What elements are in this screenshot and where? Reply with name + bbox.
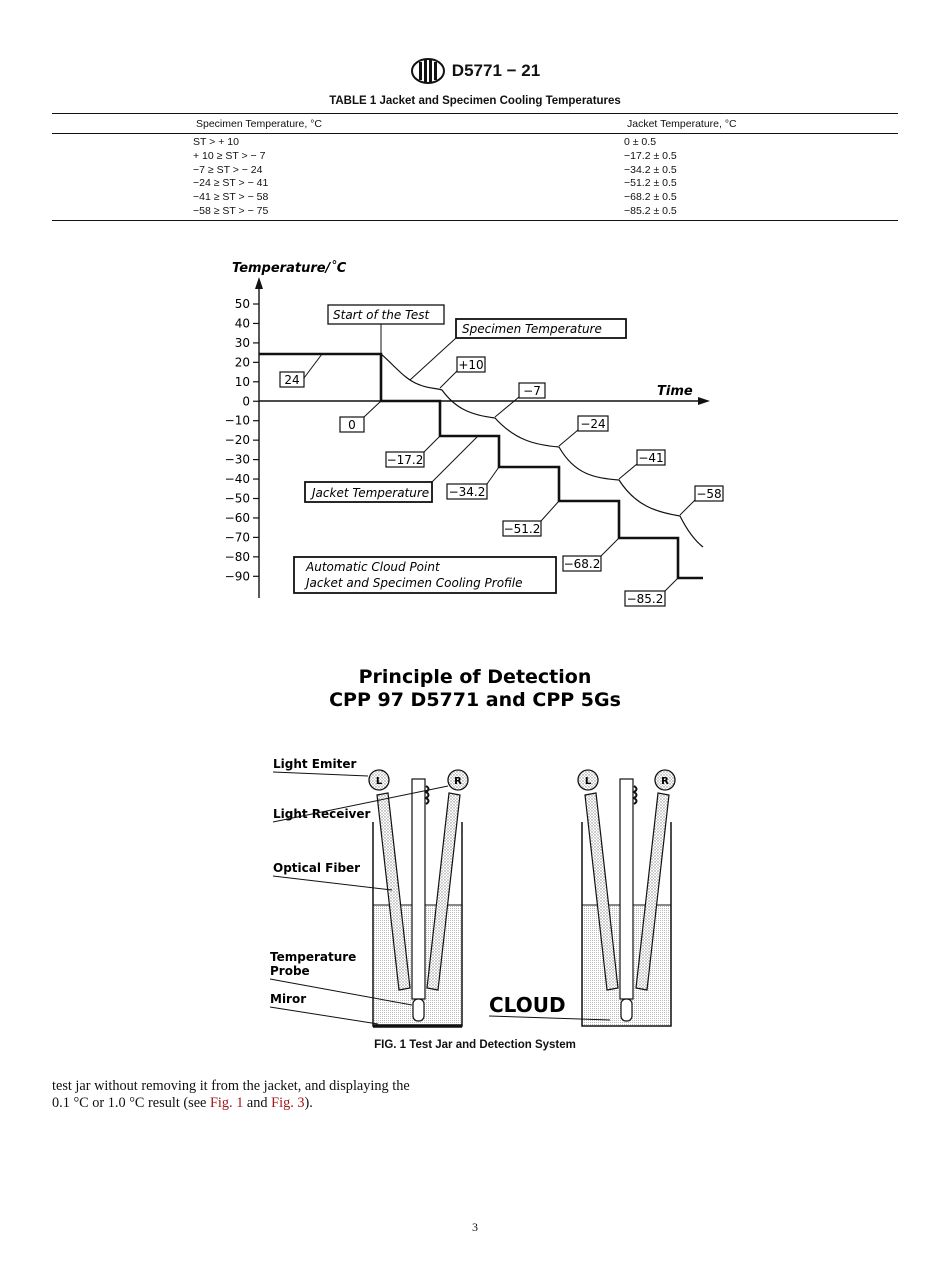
test-jar-right	[578, 770, 675, 1026]
point-label-text: −68.2	[563, 557, 601, 571]
test-jar-left	[369, 770, 468, 1026]
optical-fiber-label: Optical Fiber	[273, 861, 361, 875]
point-label-box	[680, 486, 723, 515]
point-label-box	[503, 501, 559, 536]
light-receiver-label: Light Receiver	[273, 807, 371, 821]
x-axis-arrow-icon	[698, 397, 710, 405]
table-header-specimen: Specimen Temperature, °C	[196, 118, 322, 130]
table-title: TABLE 1 Jacket and Specimen Cooling Temperatures	[329, 95, 621, 107]
detection-diagram	[0, 650, 950, 1035]
start-of-test-label: Start of the Test	[333, 308, 430, 322]
jacket-temperature-line	[259, 354, 703, 578]
point-label-leader	[304, 354, 322, 378]
detection-title-line2: CPP 97 D5771 and CPP 5Gs	[329, 689, 621, 711]
point-label-box	[447, 467, 499, 499]
y-tick-label: 10	[234, 374, 250, 389]
paragraph-line-2: 0.1 °C or 1.0 °C result (see Fig. 1 and Fig. 3).	[52, 1095, 313, 1111]
table-cell-specimen: −41 ≥ ST > − 58	[193, 191, 269, 204]
table-cell-specimen: −7 ≥ ST > − 24	[193, 163, 263, 176]
point-label-box	[559, 416, 608, 446]
point-label-text: −34.2	[448, 485, 486, 499]
point-label-leader	[680, 500, 695, 515]
probe-coil-left	[426, 786, 429, 804]
document-designation: D5771 − 21	[451, 61, 541, 80]
figure-caption: FIG. 1 Test Jar and Detection System	[374, 1039, 576, 1051]
point-label-text: −51.2	[503, 522, 541, 536]
y-axis-arrow-icon	[255, 277, 263, 289]
table-cell-jacket: −51.2 ± 0.5	[624, 177, 677, 190]
temperature-probe-left	[412, 779, 425, 999]
y-tick-label: −60	[224, 510, 250, 525]
y-axis-ticks	[225, 297, 259, 583]
point-label-leader	[424, 436, 440, 452]
y-tick-label: 0	[242, 394, 250, 409]
table-header-jacket: Jacket Temperature, °C	[627, 118, 737, 130]
y-tick-label: −10	[224, 413, 250, 428]
y-tick-label: −50	[224, 491, 250, 506]
point-label-text: −41	[638, 451, 664, 465]
table-row	[193, 136, 268, 219]
fig3-link[interactable]: Fig. 3	[271, 1095, 305, 1111]
x-axis-label: Time	[657, 384, 693, 399]
y-tick-label: −20	[224, 433, 250, 448]
point-label-leader	[665, 578, 678, 591]
y-tick-label: 20	[234, 355, 250, 370]
y-tick-label: 50	[234, 297, 250, 311]
mirror-label: Miror	[270, 992, 307, 1006]
table-cell-jacket: 0 ± 0.5	[624, 136, 657, 148]
y-axis-label: Temperature/˚C	[232, 261, 347, 276]
table-cell-specimen: + 10 ≥ ST > − 7	[193, 149, 266, 162]
table-cell-specimen: −58 ≥ ST > − 75	[193, 204, 269, 217]
point-label-leader	[559, 430, 578, 446]
y-tick-label: −70	[224, 530, 250, 545]
jacket-leader	[432, 436, 478, 482]
emitter-L-left: L	[375, 776, 383, 787]
y-tick-label: −40	[224, 472, 250, 487]
point-label-box	[625, 578, 678, 606]
point-label-box	[386, 436, 440, 467]
point-label-box	[340, 401, 381, 432]
receiver-R-right: R	[661, 776, 669, 787]
profile-label-line2: Jacket and Specimen Cooling Profile	[306, 576, 523, 590]
point-label-leader	[487, 467, 499, 484]
table-cell-specimen: ST > + 10	[193, 136, 239, 148]
jacket-temperature-label: Jacket Temperature	[312, 486, 430, 500]
point-label-box	[495, 383, 545, 417]
point-label-leader	[495, 397, 519, 417]
paragraph-line-1: test jar without removing it from the jacket, and displaying the	[52, 1078, 410, 1094]
point-label-leader	[601, 538, 619, 556]
page-header	[0, 56, 950, 86]
probe-coil-right	[634, 786, 637, 804]
temperature-probe-label-1: Temperature	[270, 950, 357, 964]
table-cell-jacket: −17.2 ± 0.5	[624, 149, 677, 162]
table-header-rule	[52, 133, 898, 134]
table-cell-specimen: −24 ≥ ST > − 41	[193, 177, 269, 190]
table-cell-jacket: −34.2 ± 0.5	[624, 163, 677, 176]
y-tick-label: 30	[234, 335, 250, 350]
table-bottom-rule	[52, 220, 898, 221]
point-label-text: −24	[580, 417, 606, 431]
table-row	[624, 136, 677, 219]
point-label-text: +10	[458, 358, 484, 372]
y-tick-label: −30	[224, 452, 250, 467]
table-top-rule	[52, 113, 898, 114]
point-label-box	[280, 354, 322, 387]
light-emitter-label: Light Emiter	[273, 757, 357, 771]
point-label-box	[619, 450, 665, 479]
page-number: 3	[472, 1220, 478, 1234]
point-label-text: −85.2	[626, 592, 664, 606]
emitter-L-right: L	[584, 776, 592, 787]
point-label-text: −7	[523, 384, 541, 398]
y-tick-label: −90	[224, 569, 250, 584]
temperature-probe-label-2: Probe	[270, 964, 310, 978]
y-tick-label: −80	[224, 549, 250, 564]
point-label-leader	[364, 401, 381, 417]
point-label-leader	[619, 464, 637, 479]
point-label-box	[563, 538, 619, 571]
temperature-probe-right	[620, 779, 633, 999]
receiver-R-left: R	[454, 776, 462, 787]
table-cell-jacket: −68.2 ± 0.5	[624, 191, 677, 204]
cloud-label: CLOUD	[489, 993, 566, 1017]
fig1-link[interactable]: Fig. 1	[209, 1095, 244, 1111]
point-label-text: 24	[284, 373, 300, 387]
cooling-profile-graph	[0, 240, 950, 620]
y-tick-label: 40	[234, 316, 250, 331]
specimen-leader	[410, 338, 456, 380]
table-cell-jacket: −85.2 ± 0.5	[624, 204, 677, 217]
point-label-box	[440, 357, 485, 388]
point-label-leader	[440, 371, 457, 388]
specimen-temperature-label: Specimen Temperature	[462, 322, 602, 336]
point-label-text: 0	[348, 418, 356, 432]
body-paragraph	[52, 1078, 492, 1112]
astm-logo	[410, 57, 446, 85]
detection-title-line1: Principle of Detection	[358, 666, 592, 688]
profile-label-line1: Automatic Cloud Point	[306, 560, 440, 574]
point-label-leader	[541, 501, 559, 521]
point-label-text: −58	[696, 487, 722, 501]
point-label-text: −17.2	[386, 453, 424, 467]
